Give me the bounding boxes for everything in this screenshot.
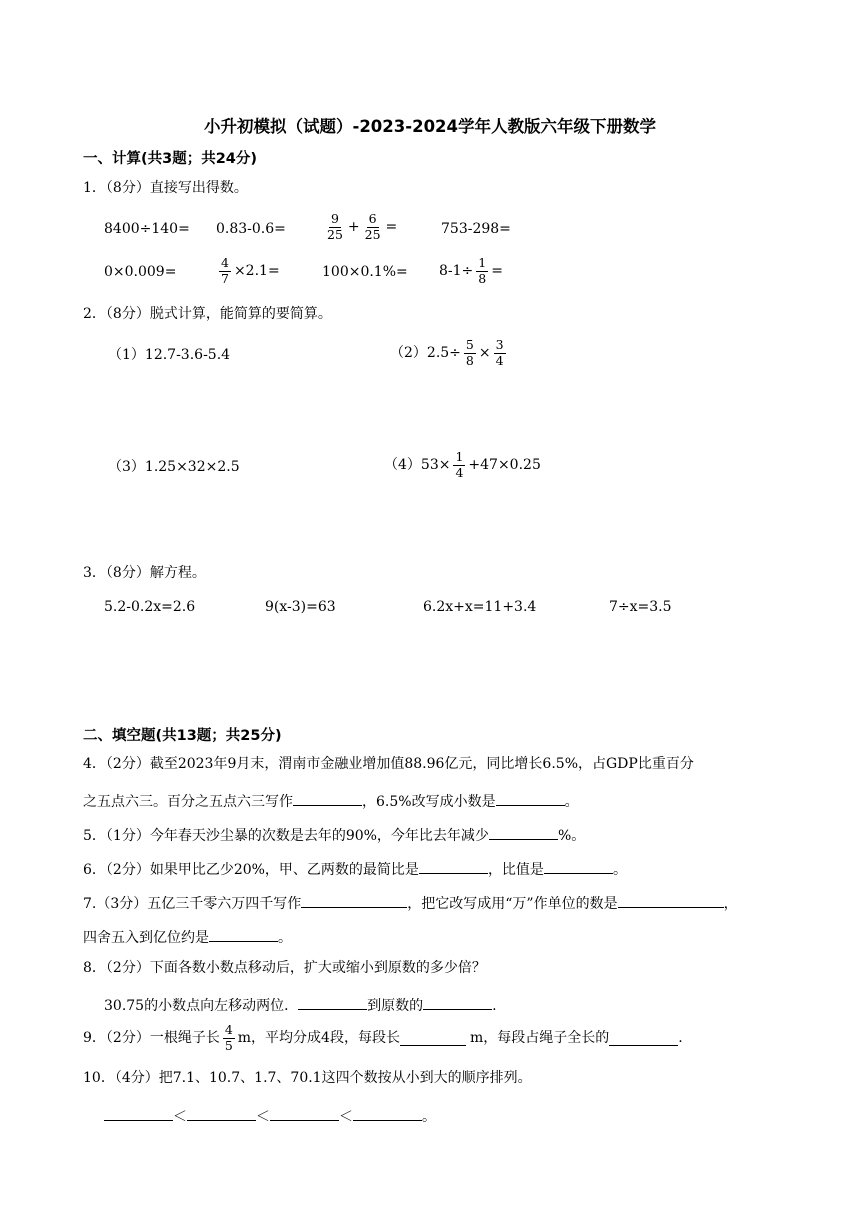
fraction <box>476 257 488 285</box>
answer-blank[interactable] <box>423 995 492 1010</box>
answer-blank[interactable] <box>187 1106 256 1121</box>
fraction <box>464 339 476 367</box>
answer-blank[interactable] <box>301 893 407 908</box>
q2-part-3: （3）1.25×32×2.5 <box>108 459 240 475</box>
question-text: 到原数的 <box>367 998 424 1014</box>
numerator: 6 <box>368 211 377 226</box>
question-text: 7.（3分）五亿三千零六万四千写作 <box>83 896 302 912</box>
expression-text: （2）2.5÷ <box>390 345 461 361</box>
answer-blank[interactable] <box>400 1031 466 1046</box>
q1-item-4: 753-298= <box>441 221 511 237</box>
question-text: m，平均分成4段，每段长 <box>237 1030 400 1046</box>
question-text: 6．（2分）如果甲比乙少20%，甲、乙两数的最简比是 <box>83 862 419 878</box>
numerator: 1 <box>478 255 487 270</box>
question-text: ， <box>723 896 738 912</box>
answer-blank[interactable] <box>353 1106 422 1121</box>
question-text: 。 <box>278 930 292 946</box>
question-text: . <box>678 1030 683 1046</box>
answer-blank[interactable] <box>489 825 558 840</box>
question-10-ordering <box>104 1106 436 1124</box>
question-1-stem: 1．（8分）直接写出得数。 <box>83 180 248 196</box>
question-text: 之五点六三。百分之五点六三写作 <box>83 794 293 810</box>
question-7-line-2 <box>83 927 292 945</box>
answer-blank[interactable] <box>419 859 488 874</box>
answer-blank[interactable] <box>609 1031 678 1046</box>
question-3-stem: 3．（8分）解方程。 <box>83 565 206 581</box>
question-4-line-2 <box>83 791 579 809</box>
question-text: 9．（2分）一根绳子长 <box>83 1030 220 1046</box>
section-heading-fill-in: 二、填空题(共13题；共25分) <box>83 728 282 744</box>
fraction <box>453 451 465 479</box>
fraction <box>363 213 383 241</box>
numerator: 4 <box>221 255 229 270</box>
less-than-sign: ＜ <box>339 1109 353 1125</box>
equation-4: 7÷x=3.5 <box>609 599 672 615</box>
question-text: . <box>492 998 497 1014</box>
denominator: 5 <box>224 1037 233 1053</box>
question-10-stem: 10．（4分）把7.1、10.7、1.7、70.1这四个数按从小到大的顺序排列。 <box>83 1070 532 1086</box>
expression-text: （4）53× <box>384 457 451 473</box>
question-8-line-2 <box>104 995 497 1013</box>
question-text: ，6.5%改写成小数是 <box>362 794 496 810</box>
fraction <box>494 339 506 367</box>
equals-sign: = <box>491 263 503 279</box>
equation-2: 9(x-3)=63 <box>265 599 336 615</box>
answer-blank[interactable] <box>496 791 565 806</box>
times-sign: × <box>478 345 491 361</box>
q1-item-5: 0×0.009= <box>104 264 177 280</box>
q2-part-1: （1）12.7-3.6-5.4 <box>108 347 231 363</box>
denominator: 8 <box>478 270 487 286</box>
answer-blank[interactable] <box>209 927 278 942</box>
denominator: 4 <box>455 464 464 480</box>
q1-item-3 <box>322 213 397 241</box>
equation-3: 6.2x+x=11+3.4 <box>423 599 537 615</box>
question-6 <box>83 859 627 877</box>
answer-blank[interactable] <box>544 859 613 874</box>
q1-item-7: 100×0.1%= <box>322 264 408 280</box>
question-text: 。 <box>564 794 579 810</box>
less-than-sign: ＜ <box>173 1109 187 1125</box>
question-text: 四舍五入到亿位约是 <box>83 930 209 946</box>
q2-part-2 <box>390 339 509 367</box>
answer-blank[interactable] <box>104 1106 173 1121</box>
denominator: 8 <box>465 352 474 368</box>
less-than-sign: ＜ <box>256 1109 270 1125</box>
question-9 <box>83 1024 683 1052</box>
equals-sign: = <box>385 219 398 235</box>
question-4-line-1: 4．（2分）截至2023年9月末，渭南市金融业增加值88.96亿元，同比增长6.5%，占GDP比重百分 <box>83 756 694 772</box>
expression-text: +47×0.25 <box>468 457 541 473</box>
denominator: 7 <box>221 270 229 286</box>
question-text: m，每段占绳子全长的 <box>469 1030 610 1046</box>
expression-text: ×2.1= <box>233 263 280 279</box>
q1-item-1: 8400÷140= <box>104 221 190 237</box>
numerator: 5 <box>465 337 474 352</box>
numerator: 1 <box>455 449 464 464</box>
answer-blank[interactable] <box>293 791 362 806</box>
question-2-stem: 2．（8分）脱式计算，能简算的要简算。 <box>83 306 332 322</box>
answer-blank[interactable] <box>270 1106 339 1121</box>
question-text: 30.75的小数点向左移动两位． <box>104 998 299 1014</box>
denominator: 25 <box>327 226 343 242</box>
question-5 <box>83 825 585 843</box>
question-text: ，比值是 <box>487 862 544 878</box>
numerator: 4 <box>224 1022 233 1037</box>
q1-item-6 <box>216 257 280 285</box>
question-text: %。 <box>557 828 586 844</box>
expression-text: 8-1÷ <box>439 263 474 279</box>
answer-blank[interactable] <box>298 995 367 1010</box>
plus-sign: + <box>347 219 360 235</box>
numerator: 3 <box>495 337 504 352</box>
q1-item-2: 0.83-0.6= <box>216 221 286 237</box>
question-text: 5．（1分）今年春天沙尘暴的次数是去年的90%，今年比去年减少 <box>83 828 489 844</box>
fraction <box>325 213 345 241</box>
question-text: 。 <box>612 862 627 878</box>
equation-1: 5.2-0.2x=2.6 <box>104 599 196 615</box>
question-text: ，把它改写成用“万”作单位的数是 <box>407 896 618 912</box>
q2-part-4 <box>384 451 541 479</box>
answer-blank[interactable] <box>618 893 724 908</box>
question-text: 。 <box>422 1109 436 1125</box>
fraction <box>223 1024 235 1052</box>
section-heading-calculation: 一、计算(共3题；共24分) <box>83 151 258 167</box>
fraction <box>219 257 231 285</box>
question-7-line-1 <box>83 893 738 911</box>
denominator: 4 <box>495 352 504 368</box>
denominator: 25 <box>364 226 381 242</box>
question-8-stem: 8．（2分）下面各数小数点移动后，扩大或缩小到原数的多少倍？ <box>83 960 486 976</box>
q1-item-8 <box>439 257 503 285</box>
page-title: 小升初模拟（试题）-2023-2024学年人教版六年级下册数学 <box>203 117 657 136</box>
numerator: 9 <box>330 211 339 226</box>
